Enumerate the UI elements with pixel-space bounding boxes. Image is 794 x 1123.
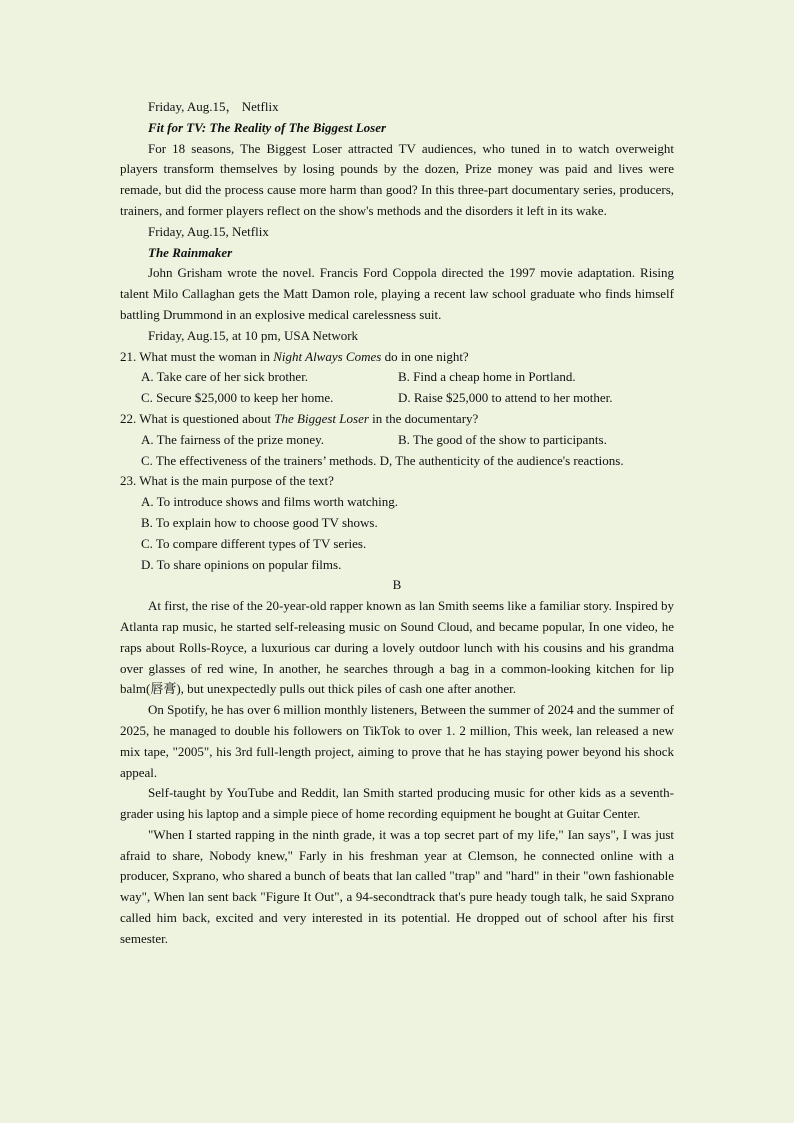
- option-d[interactable]: D. To share opinions on popular films.: [141, 556, 342, 572]
- question-23: 23. What is the main purpose of the text?: [120, 473, 334, 489]
- listing-body-2: John Grisham wrote the novel. Francis Ford Coppola directed the 1997 movie adaptation. Rising talent Milo Callaghan gets the Matt Damon role, playing a recent law school graduate who finds himself battling Drummond in an explosive medical carelessness suit.: [120, 265, 674, 322]
- listing-date-1: Friday, Aug.15， Netflix: [148, 99, 279, 114]
- listing-date-3: Friday, Aug.15, at 10 pm, USA Network: [148, 327, 359, 343]
- article-paragraph: At first, the rise of the 20-year-old rapper known as lan Smith seems like a familiar story. Inspired by Atlanta rap music, he started self-releasing music on Sound Cloud, and became popular, In one video, he raps about Rolls-Royce, a luxurious car during a lovely outdoor lunch with his cousins and his grandma over glasses of red wine, In another, he searches through a bag in a common-looking kitchen for lip balm(唇膏), but unexpectedly pulls out thick piles of cash one after another.: [120, 598, 674, 697]
- option-b[interactable]: B. Find a cheap home in Portland.: [398, 369, 576, 385]
- document-page: [120, 97, 674, 950]
- article-paragraph: Self-taught by YouTube and Reddit, lan Smith started producing music for other kids as a seventh-grader using his laptop and a simple piece of home recording equipment he bought at Guitar Center.: [120, 785, 674, 822]
- section-heading: B: [392, 577, 402, 593]
- question-21-options: [120, 367, 674, 409]
- option-c-d[interactable]: C. The effectiveness of the trainers’ methods. D, The authenticity of the audience's reactions.: [141, 452, 624, 468]
- option-a[interactable]: A. To introduce shows and films worth watching.: [141, 494, 399, 510]
- listing-title-2: The Rainmaker: [148, 244, 233, 260]
- question-22-options: [120, 430, 674, 451]
- option-c[interactable]: C. Secure $25,000 to keep her home.: [141, 390, 334, 406]
- listing-title-1: Fit for TV: The Reality of The Biggest Loser: [148, 119, 387, 135]
- option-a[interactable]: A. Take care of her sick brother.: [141, 369, 309, 385]
- option-d[interactable]: D. Raise $25,000 to attend to her mother.: [398, 390, 613, 406]
- listing-date-2: Friday, Aug.15, Netflix: [148, 223, 269, 239]
- option-c[interactable]: C. To compare different types of TV series.: [141, 535, 367, 551]
- question-22: 22. What is questioned about The Biggest Loser in the documentary?: [120, 410, 479, 426]
- article-paragraph: "When I started rapping in the ninth grade, it was a top secret part of my life," Ian says", I was just afraid to share, Nobody knew," Farly in his freshman year at Clemson, he connected online with a producer, Sxprano, who shared a bunch of beats that lan called "trap" and "hard" in their "own fashionable way", When lan sent back "Figure It Out", a 94-secondtrack that's pure heady tough talk, he said Sxprano called him back, excited and very interested in its potential. He dropped out of school after his first semester.: [120, 826, 674, 946]
- article-paragraph: On Spotify, he has over 6 million monthly listeners, Between the summer of 2024 and the summer of 2025, he managed to double his followers on TikTok to over 1. 2 million, This week, lan released a new mix tape, "2005", his 3rd full-length project, aiming to prove that he has staying power beyond his shock appeal.: [120, 702, 674, 780]
- question-21: 21. What must the woman in Night Always Comes do in one night?: [120, 348, 469, 364]
- option-b[interactable]: B. The good of the show to participants.: [398, 431, 607, 447]
- option-a[interactable]: A. The fairness of the prize money.: [141, 431, 325, 447]
- option-b[interactable]: B. To explain how to choose good TV shows.: [141, 514, 378, 530]
- listing-body-1: For 18 seasons, The Biggest Loser attracted TV audiences, who tuned in to watch overweight players transform themselves by losing pounds by the dozen, Prize money was paid and lives were remade, but did the process cause more harm than good? In this three-part documentary series, producers, trainers, and former players reflect on the show's methods and the disorders it left in its wake.: [120, 140, 674, 218]
